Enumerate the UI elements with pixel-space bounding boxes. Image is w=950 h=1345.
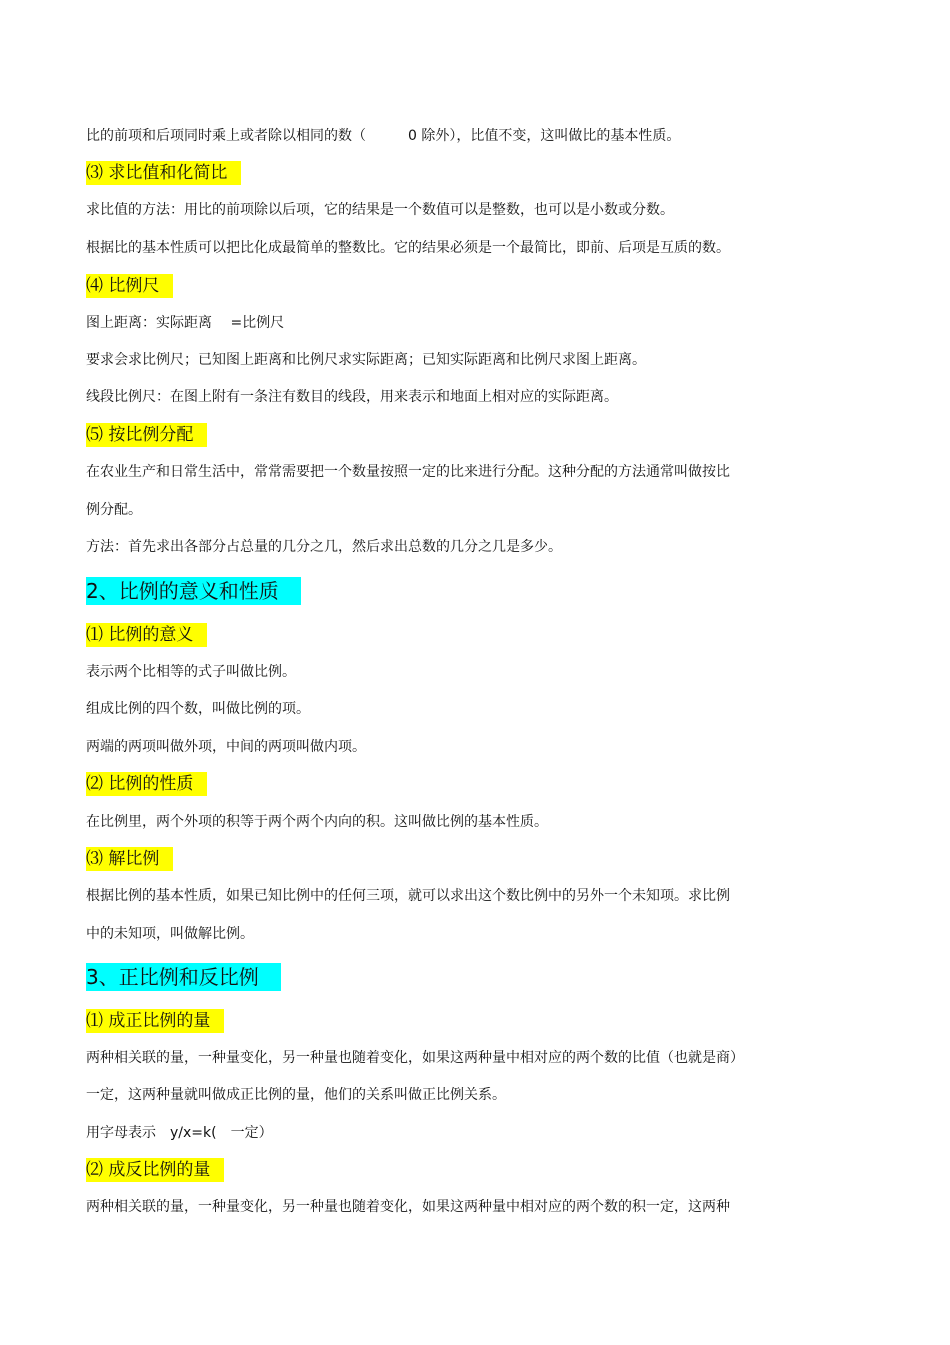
paragraph: 比的前项和后项同时乘上或者除以相同的数（ 0 除外），比值不变，这叫做比的基本性质。	[86, 128, 681, 144]
paragraph: 一定，这两种量就叫做成正比例的量，他们的关系叫做正比例关系。	[86, 1087, 506, 1103]
section-heading: 2、比例的意义和性质	[86, 577, 301, 605]
paragraph: 两端的两项叫做外项，中间的两项叫做内项。	[86, 739, 366, 755]
paragraph: 中的未知项，叫做解比例。	[86, 926, 254, 942]
paragraph: 要求会求比例尺；已知图上距离和比例尺求实际距离；已知实际距离和比例尺求图上距离。	[86, 352, 646, 368]
subsection-heading: ⑶ 求比值和化简比	[86, 161, 241, 185]
paragraph: 用字母表示 y/x=k( 一定）	[86, 1125, 273, 1141]
paragraph: 表示两个比相等的式子叫做比例。	[86, 664, 296, 680]
paragraph: 两种相关联的量，一种量变化，另一种量也随着变化，如果这两种量中相对应的两个数的积一定，这两种	[86, 1199, 730, 1215]
subsection-heading: ⑶ 解比例	[86, 847, 173, 871]
paragraph: 两种相关联的量，一种量变化，另一种量也随着变化，如果这两种量中相对应的两个数的比值（也就是商）	[86, 1050, 744, 1066]
section-heading: 3、正比例和反比例	[86, 963, 281, 991]
paragraph: 根据比例的基本性质，如果已知比例中的任何三项，就可以求出这个数比例中的另外一个未知项。求比例	[86, 888, 730, 904]
paragraph: 组成比例的四个数，叫做比例的项。	[86, 701, 310, 717]
paragraph: 在农业生产和日常生活中，常常需要把一个数量按照一定的比来进行分配。这种分配的方法通常叫做按比	[86, 464, 730, 480]
subsection-heading: ⑸ 按比例分配	[86, 423, 207, 447]
paragraph: 线段比例尺：在图上附有一条注有数目的线段，用来表示和地面上相对应的实际距离。	[86, 389, 618, 405]
paragraph: 在比例里，两个外项的积等于两个两个内向的积。这叫做比例的基本性质。	[86, 814, 548, 830]
subsection-heading: ⑵ 比例的性质	[86, 772, 207, 796]
subsection-heading: ⑵ 成反比例的量	[86, 1158, 224, 1182]
paragraph: 方法：首先求出各部分占总量的几分之几，然后求出总数的几分之几是多少。	[86, 539, 562, 555]
subsection-heading: ⑴ 成正比例的量	[86, 1009, 224, 1033]
paragraph: 根据比的基本性质可以把比化成最简单的整数比。它的结果必须是一个最简比，即前、后项是互质的数。	[86, 240, 730, 256]
subsection-heading: ⑷ 比例尺	[86, 274, 173, 298]
paragraph: 例分配。	[86, 502, 142, 518]
paragraph: 求比值的方法：用比的前项除以后项，它的结果是一个数值可以是整数，也可以是小数或分数。	[86, 202, 674, 218]
subsection-heading: ⑴ 比例的意义	[86, 623, 207, 647]
paragraph: 图上距离：实际距离 =比例尺	[86, 315, 285, 331]
